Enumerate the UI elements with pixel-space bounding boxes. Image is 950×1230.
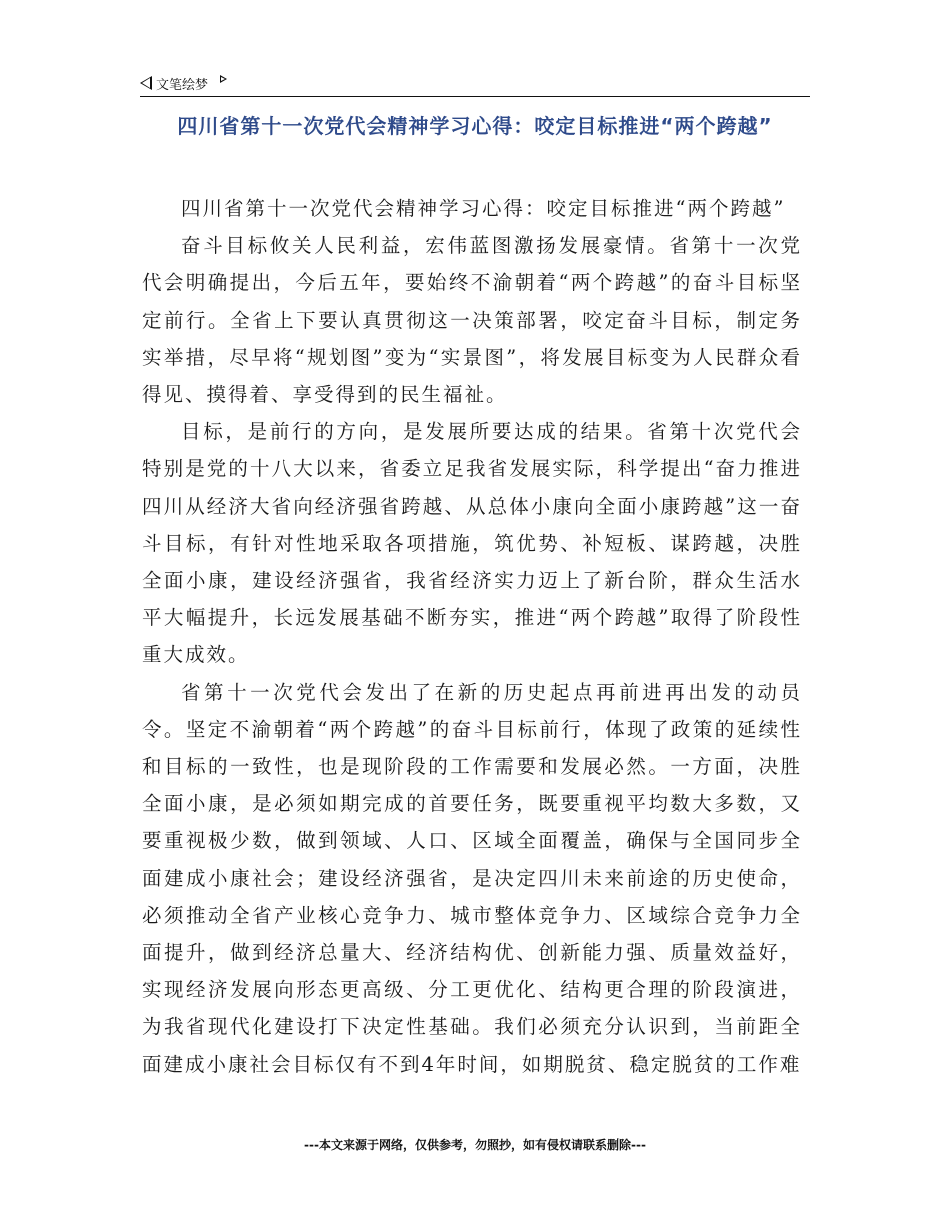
paragraph: 目标，是前行的方向，是发展所要达成的结果。省第十次党代会特别是党的十八大以来，省委立足我省发展实际，科学提出“奋力推进四川从经济大省向经济强省跨越、从总体小康向全面小康跨越”这一奋斗目标，有针对性地采取各项措施，筑优势、补短板、谋跨越，决胜全面小康，建设经济强省，我省经济实力迈上了新台阶，群众生活水平大幅提升，长远发展基础不断夯实，推进“两个跨越”取得了阶段性重大成效。 <box>142 420 802 667</box>
document-title: 四川省第十一次党代会精神学习心得：咬定目标推进“两个跨越” <box>177 114 773 138</box>
page-header <box>140 70 810 97</box>
triangle-right-icon <box>220 75 227 83</box>
header-brand: 文笔绘梦 <box>156 77 209 93</box>
page-footer-disclaimer: ---本文来源于网络，仅供参考，勿照抄，如有侵权请联系删除--- <box>304 1138 646 1152</box>
paragraph: 省第十一次党代会发出了在新的历史起点再前进再出发的动员令。坚定不渝朝着“两个跨越”的奋斗目标前行，体现了政策的延续性和目标的一致性，也是现阶段的工作需要和发展必然。一方面，决胜全面小康，是必须如期完成的首要任务，既要重视平均数大多数，又要重视极少数，做到领域、人口、区域全面覆盖，确保与全国同步全面建成小康社会；建设经济强省，是决定四川未来前途的历史使命，必须推动全省产业核心竞争力、城市整体竞争力、区域综合竞争力全面提升，做到经济总量大、经济结构优、创新能力强、质量效益好，实现经济发展向形态更高级、分工更优化、结构更合理的阶段演进，为我省现代化建设打下决定性基础。我们必须充分认识到，当前距全面建成小康社会目标仅有不到4年时间，如期脱贫、稳定脱贫的工作难 <box>142 680 802 1076</box>
paragraph: 奋斗目标攸关人民利益，宏伟蓝图激扬发展豪情。省第十一次党代会明确提出，今后五年，要始终不渝朝着“两个跨越”的奋斗目标坚定前行。全省上下要认真贯彻这一决策部署，咬定奋斗目标，制定务实举措，尽早将“规划图”变为“实景图”，将发展目标变为人民群众看得见、摸得着、享受得到的民生福祉。 <box>142 234 802 407</box>
triangle-left-icon <box>140 76 152 90</box>
document-body <box>142 190 802 1083</box>
paragraph: 四川省第十一次党代会精神学习心得：咬定目标推进“两个跨越” <box>181 197 786 220</box>
